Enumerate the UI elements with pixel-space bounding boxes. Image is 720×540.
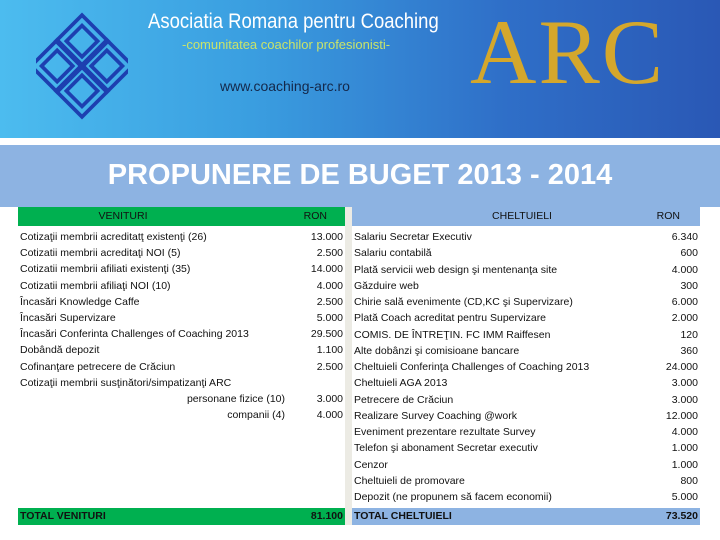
table-row <box>18 359 345 375</box>
expenses-unit-label: RON <box>656 210 680 222</box>
table-row <box>352 359 700 375</box>
table-row <box>18 261 345 277</box>
row-value: 3.000 <box>316 393 343 405</box>
table-row <box>18 375 345 391</box>
row-value: 6.000 <box>671 296 698 308</box>
row-value: 13.000 <box>310 231 343 243</box>
row-label: Petrecere de Crăciun <box>354 393 454 406</box>
row-value: 14.000 <box>310 263 343 276</box>
table-row <box>352 310 700 326</box>
row-value: 1.000 <box>671 442 698 455</box>
row-value: 300 <box>680 279 698 292</box>
row-label: Cotizaţii membrii susţinători/simpatizanţi ARC <box>20 376 232 389</box>
table-row <box>18 294 345 310</box>
row-label: Cheltuieli de promovare <box>354 474 465 487</box>
column-separator <box>345 207 352 525</box>
table-row <box>352 440 700 456</box>
income-header-row <box>18 207 345 226</box>
table-row <box>352 343 700 359</box>
row-label: Găzduire web <box>354 279 419 292</box>
row-value: 4.000 <box>316 279 343 292</box>
income-total-row <box>18 508 345 525</box>
table-row <box>352 489 700 505</box>
website-url: www.coaching-arc.ro <box>220 78 350 94</box>
row-label: Cotizaţii membrii acreditatţ existenţi (26) <box>20 231 207 243</box>
tagline: -comunitatea coachilor profesionisti- <box>182 37 391 52</box>
table-row <box>352 245 700 261</box>
row-value: 29.500 <box>310 328 343 341</box>
page-title: PROPUNERE DE BUGET 2013 - 2014 <box>107 159 613 191</box>
table-row <box>352 327 700 343</box>
row-value: 4.000 <box>316 409 343 422</box>
expenses-header-label: CHELTUIELI <box>492 210 552 222</box>
row-value: 4.000 <box>671 426 698 438</box>
table-row <box>352 375 700 391</box>
row-label: Eveniment prezentare rezultate Survey <box>354 426 536 438</box>
income-header-label: VENITURI <box>98 210 148 222</box>
expenses-total-value: 73.520 <box>665 510 698 522</box>
income-total-value: 81.100 <box>310 510 343 522</box>
row-value: 5.000 <box>316 312 343 324</box>
row-label: Plată Coach acreditat pentru Supervizare <box>354 312 547 325</box>
row-value: 800 <box>680 474 698 487</box>
header-banner <box>0 0 720 138</box>
table-row <box>18 310 345 326</box>
income-table <box>18 207 345 527</box>
table-row <box>18 407 345 423</box>
row-value: 1.100 <box>316 344 343 357</box>
row-value: 5.000 <box>671 491 698 503</box>
table-row <box>352 229 700 245</box>
row-value: 120 <box>680 328 698 341</box>
table-row <box>352 473 700 489</box>
row-label: Plată servicii web design şi mentenanţa site <box>354 263 558 276</box>
row-label: Telefon şi abonament Secretar executiv <box>354 442 538 455</box>
row-value: 3.000 <box>671 393 698 406</box>
row-value: 24.000 <box>665 361 698 373</box>
row-value: 6.340 <box>671 231 698 243</box>
row-value: 3.000 <box>671 377 698 390</box>
row-value: 2.000 <box>671 312 698 325</box>
row-label: Salariu contabilă <box>354 247 432 260</box>
table-row <box>18 245 345 261</box>
table-row <box>18 326 345 342</box>
row-value: 1.000 <box>671 458 698 471</box>
row-label: Cofinanţare petrecere de Crăciun <box>20 360 176 373</box>
row-value: 4.000 <box>671 263 698 276</box>
table-row <box>352 392 700 408</box>
row-label: Chirie sală evenimente (CD,KC şi Supervizare) <box>354 296 573 308</box>
table-row <box>18 342 345 358</box>
income-total-label: TOTAL VENITURI <box>20 510 106 522</box>
table-row <box>18 278 345 294</box>
expenses-header-row <box>352 207 700 226</box>
row-label: Cenzor <box>354 458 388 471</box>
expenses-total-row <box>352 508 700 525</box>
row-label: Cheltuieli Conferinţa Challenges of Coaching 2013 <box>354 361 590 373</box>
row-label: Realizare Survey Coaching @work <box>354 409 517 422</box>
table-row <box>352 294 700 310</box>
row-label: Cotizatii membrii acreditaţi NOI (5) <box>20 247 181 260</box>
row-value: 360 <box>680 344 698 357</box>
table-row <box>18 391 345 407</box>
row-label: Depozit (ne propunem să facem economii) <box>354 491 552 503</box>
expenses-total-label: TOTAL CHELTUIELI <box>354 510 452 522</box>
row-label: Încasări Supervizare <box>20 312 116 324</box>
row-value: 12.000 <box>665 409 698 422</box>
row-label: personane fizice (10) <box>186 393 285 405</box>
table-row <box>352 408 700 424</box>
table-row <box>352 424 700 440</box>
row-label: companii (4) <box>227 409 285 422</box>
table-row <box>18 229 345 245</box>
row-label: COMIS. DE ÎNTREŢIN. FC IMM Raiffesen <box>354 328 551 341</box>
arc-logo-text: ARC <box>470 1 666 103</box>
title-band <box>0 145 720 207</box>
endless-knot-logo-icon <box>36 12 128 120</box>
row-label: Încasări Conferinta Challenges of Coaching 2013 <box>20 328 249 341</box>
row-label: Încasări Knowledge Caffe <box>20 295 140 308</box>
income-unit-label: RON <box>303 210 327 222</box>
row-label: Salariu Secretar Executiv <box>354 231 472 243</box>
row-value: 2.500 <box>316 295 343 308</box>
row-value: 600 <box>680 247 698 260</box>
row-value: 2.500 <box>316 360 343 373</box>
row-label: Cheltuieli AGA 2013 <box>354 377 448 390</box>
expense-table <box>352 207 700 527</box>
organization-name: Asociatia Romana pentru Coaching <box>148 10 439 33</box>
row-label: Cotizatii membrii afiliati existenţi (35) <box>20 263 191 276</box>
row-label: Cotizatii membrii afiliaţi NOI (10) <box>20 279 171 292</box>
row-label: Alte dobânzi şi comisioane bancare <box>354 344 520 357</box>
table-row <box>352 278 700 294</box>
table-row <box>352 457 700 473</box>
row-value: 2.500 <box>316 247 343 260</box>
row-label: Dobândă depozit <box>20 344 100 357</box>
table-row <box>352 262 700 278</box>
